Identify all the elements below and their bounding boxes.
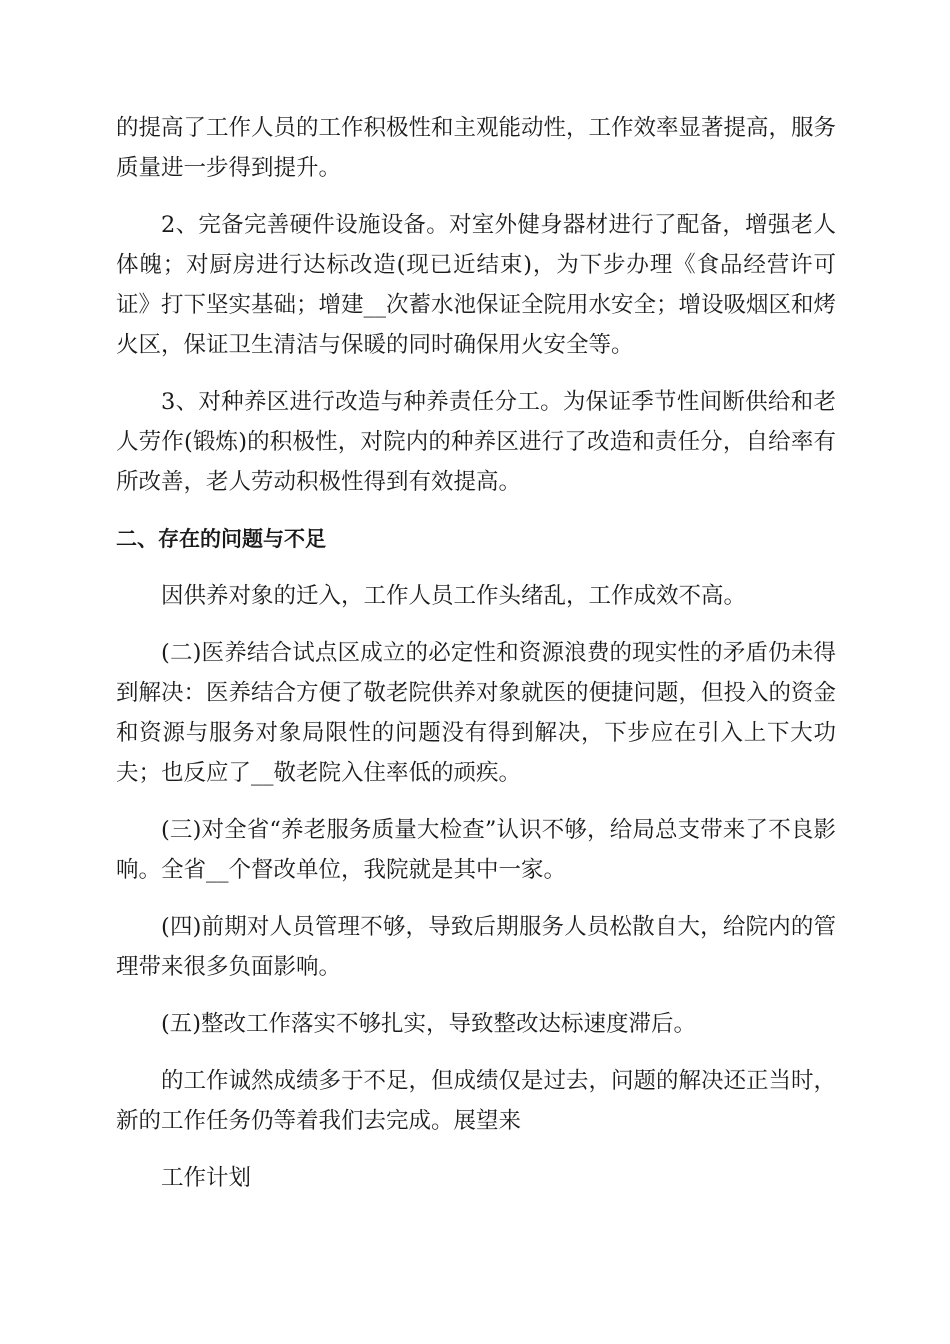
paragraph: (五)整改工作落实不够扎实，导致整改达标速度滞后。 (161, 1011, 697, 1037)
paragraph: (二)医养结合试点区成立的必定性和资源浪费的现实性的矛盾仍未得到解决：医养结合方便了敬老院供养对象就医的便捷问题，但投入的资金和资源与服务对象局限性的问题没有得到解决，下步应在引入上下大功夫；也反应了__敬老院入住率低的顽疾。 (116, 640, 837, 786)
paragraph: 2、完备完善硬件设施设备。对室外健身器材进行了配备，增强老人体魄；对厨房进行达标改造(现已近结束)，为下步办理《食品经营许可证》打下坚实基础；增建__次蓄水池保证全院用水安全；增设吸烟区和烤火区，保证卫生清洁与保暖的同时确保用火安全等。 (116, 212, 837, 358)
paragraph: 工作计划 (161, 1165, 252, 1191)
paragraph: (四)前期对人员管理不够，导致后期服务人员松散自大，给院内的管理带来很多负面影响。 (116, 914, 836, 980)
document-body (116, 108, 836, 1215)
paragraph: (三)对全省“养老服务质量大检查”认识不够，给局总支带来了不良影响。全省__个督改单位，我院就是其中一家。 (116, 817, 836, 883)
paragraph: 的工作诚然成绩多于不足，但成绩仅是过去，问题的解决还正当时，新的工作任务仍等着我们去完成。展望来 (116, 1068, 837, 1134)
paragraph: 因供养对象的迁入，工作人员工作头绪乱，工作成效不高。 (161, 583, 747, 609)
paragraph: 的提高了工作人员的工作积极性和主观能动性，工作效率显著提高，服务质量进一步得到提升。 (116, 115, 837, 181)
paragraph: 3、对种养区进行改造与种养责任分工。为保证季节性间断供给和老人劳作(锻炼)的积极性，对院内的种养区进行了改造和责任分，自给率有所改善，老人劳动积极性得到有效提高。 (116, 389, 836, 495)
section-heading: 二、存在的问题与不足 (116, 527, 326, 551)
